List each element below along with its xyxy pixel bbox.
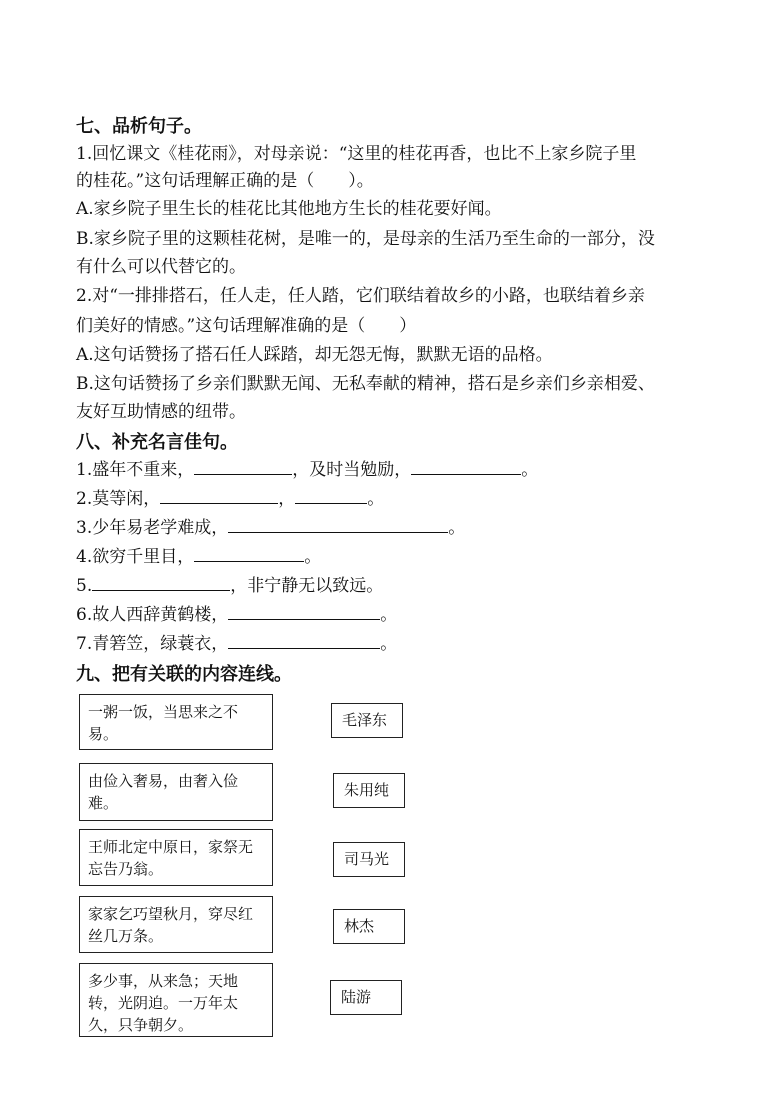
quote-text: 。 bbox=[304, 547, 322, 567]
answer-blank[interactable] bbox=[228, 514, 448, 533]
quote-item-7 bbox=[76, 630, 397, 657]
quote-item-2 bbox=[76, 485, 384, 512]
quote-text: 5. bbox=[76, 576, 93, 596]
quote-box-3[interactable]: 王师北定中原日，家祭无忘告乃翁。 bbox=[79, 829, 273, 886]
author-box-2[interactable]: 朱用纯 bbox=[333, 773, 405, 808]
q2-option-b-line2: 友好互助情感的纽带。 bbox=[76, 402, 246, 422]
quote-box-2[interactable]: 由俭入奢易，由奢入俭难。 bbox=[79, 763, 273, 821]
quote-text: 4.欲穷千里目， bbox=[76, 547, 195, 567]
q1-text-line2: 的桂花。”这句话理解正确的是（ ）。 bbox=[76, 171, 374, 191]
quote-box-5[interactable]: 多少事，从来急；天地转，光阴迫。一万年太久，只争朝夕。 bbox=[79, 963, 273, 1037]
quote-text: 。 bbox=[448, 518, 466, 538]
section-8-heading: 八、补充名言佳句。 bbox=[76, 432, 238, 453]
q2-option-a: A.这句话赞扬了搭石任人踩踏，却无怨无悔，默默无语的品格。 bbox=[76, 345, 553, 365]
quote-item-6 bbox=[76, 601, 397, 628]
author-box-1[interactable]: 毛泽东 bbox=[331, 703, 403, 738]
quote-text: 6.故人西辞黄鹤楼， bbox=[76, 605, 229, 625]
author-box-3[interactable]: 司马光 bbox=[333, 842, 405, 877]
quote-text: 3.少年易老学难成， bbox=[76, 518, 229, 538]
quote-box-1[interactable]: 一粥一饭，当思来之不易。 bbox=[79, 694, 273, 750]
answer-blank[interactable] bbox=[228, 601, 380, 620]
quote-item-5 bbox=[76, 572, 383, 599]
q1-option-a: A.家乡院子里生长的桂花比其他地方生长的桂花要好闻。 bbox=[76, 199, 502, 219]
quote-text: 。 bbox=[367, 489, 385, 509]
q2-text-line2: 们美好的情感。”这句话理解准确的是（ ） bbox=[76, 316, 417, 336]
quote-text: 。 bbox=[521, 460, 539, 480]
quote-text: 。 bbox=[380, 634, 398, 654]
answer-blank[interactable] bbox=[228, 630, 380, 649]
q1-option-b-line2: 有什么可以代替它的。 bbox=[76, 257, 246, 277]
q1-option-b-line1: B.家乡院子里的这颗桂花树，是唯一的，是母亲的生活乃至生命的一部分，没 bbox=[76, 229, 655, 249]
q2-option-b-line1: B.这句话赞扬了乡亲们默默无闻、无私奉献的精神，搭石是乡亲们乡亲相爱、 bbox=[76, 374, 655, 394]
quote-text: ，非宁静无以致远。 bbox=[230, 576, 384, 596]
answer-blank[interactable] bbox=[160, 485, 278, 504]
answer-blank[interactable] bbox=[194, 543, 304, 562]
quote-text: 2.莫等闲， bbox=[76, 489, 161, 509]
quote-text: 1.盛年不重来， bbox=[76, 460, 195, 480]
quote-item-4 bbox=[76, 543, 321, 570]
quote-item-3 bbox=[76, 514, 465, 541]
quote-text: 7.青箬笠，绿蓑衣， bbox=[76, 634, 229, 654]
author-box-5[interactable]: 陆游 bbox=[330, 980, 402, 1015]
answer-blank[interactable] bbox=[92, 572, 230, 591]
q1-text-line1: 1.回忆课文《桂花雨》，对母亲说：“这里的桂花再香，也比不上家乡院子里 bbox=[76, 144, 637, 164]
quote-item-1 bbox=[76, 456, 538, 483]
quote-text: ，及时当勉励， bbox=[292, 460, 412, 480]
quote-box-4[interactable]: 家家乞巧望秋月，穿尽红丝几万条。 bbox=[79, 896, 273, 953]
author-box-4[interactable]: 林杰 bbox=[333, 909, 405, 944]
answer-blank[interactable] bbox=[295, 485, 367, 504]
section-9-heading: 九、把有关联的内容连线。 bbox=[76, 664, 292, 685]
answer-blank[interactable] bbox=[411, 456, 521, 475]
section-7-heading: 七、品析句子。 bbox=[76, 116, 202, 137]
quote-text: ， bbox=[278, 489, 296, 509]
q2-text-line1: 2.对“一排排搭石，任人走，任人踏，它们联结着故乡的小路，也联结着乡亲 bbox=[76, 286, 645, 306]
answer-blank[interactable] bbox=[194, 456, 292, 475]
quote-text: 。 bbox=[380, 605, 398, 625]
